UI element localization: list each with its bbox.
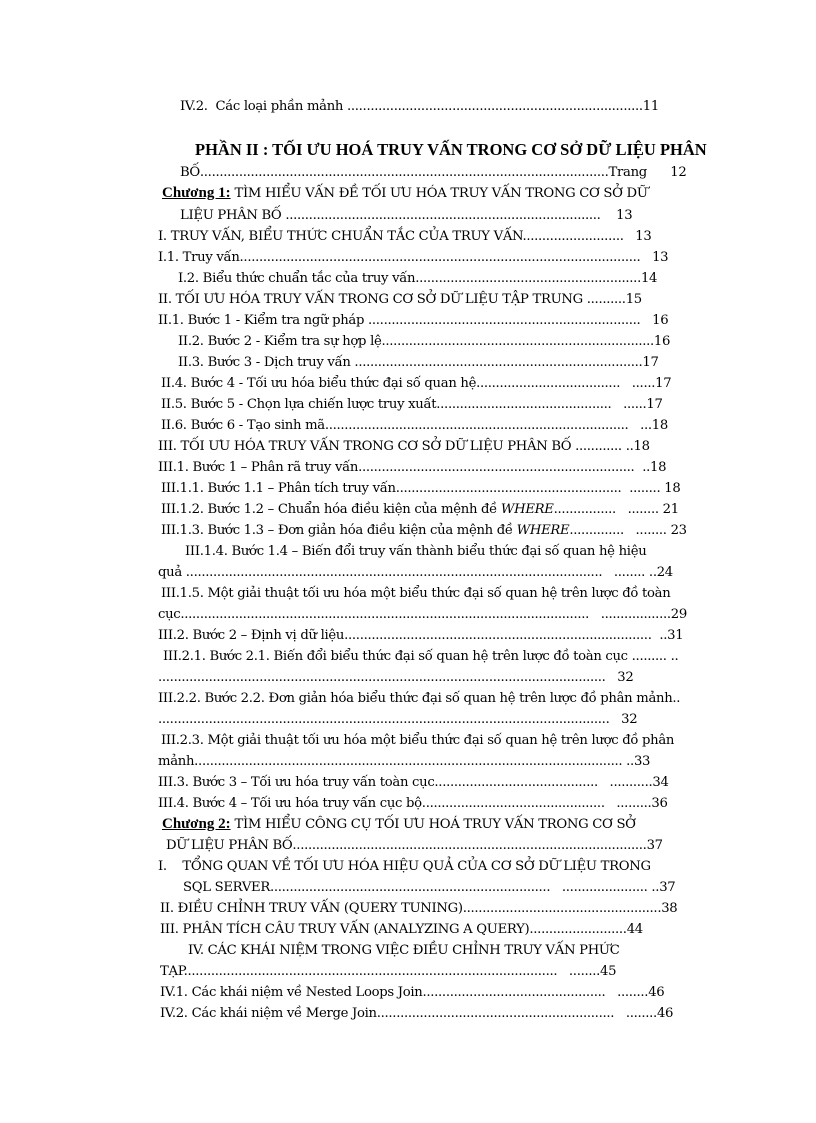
- part-title: PHẦN II : TỐI ƯU HOÁ TRUY VẤN TRONG CƠ SỞ DỮ LIỆU PHÂN: [195, 140, 707, 159]
- toc-entry: III.1.3. Bước 1.3 – Đơn giản hóa điều kiện của mệnh đề WHERE.............. ........ 23: [161, 523, 687, 538]
- toc-entry: II. TỐI ƯU HÓA TRUY VẤN TRONG CƠ SỞ DỮ LIỆU TẬP TRUNG ..........15: [158, 292, 642, 307]
- toc-entry: III.1. Bước 1 – Phân rã truy vấn....................................................................... ..18: [158, 460, 667, 475]
- toc-entry: I. TỔNG QUAN VỀ TỐI ƯU HÓA HIỆU QUẢ CỦA CƠ SỞ DỮ LIỆU TRONG: [158, 859, 651, 874]
- toc-entry: IV.1. Các khái niệm về Nested Loops Join............................................... ........46: [160, 985, 665, 1000]
- keyword-where: WHERE: [500, 502, 554, 517]
- keyword-where: WHERE: [516, 523, 570, 538]
- toc-entry: II.2. Bước 2 - Kiểm tra sự hợp lệ......................................................................16: [178, 334, 671, 349]
- chapter-heading: Chương 2: TÌM HIỂU CÔNG CỤ TỐI ƯU HOÁ TRUY VẤN TRONG CƠ SỞ: [162, 816, 636, 832]
- toc-entry: IV. CÁC KHÁI NIỆM TRONG VIỆC ĐIỀU CHỈNH TRUY VẤN PHỨC: [188, 943, 620, 958]
- toc-entry: III.1.5. Một giải thuật tối ưu hóa một biểu thức đại số quan hệ trên lược đồ toàn: [161, 586, 671, 601]
- toc-entry: III.1.2. Bước 1.2 – Chuẩn hóa điều kiện của mệnh đề WHERE................ ........ 21: [161, 502, 679, 517]
- toc-entry-cont: mảnh.............................................................................................................. ..33: [158, 754, 651, 769]
- toc-entry: IV.2. Các loại phần mảnh ............................................................................11: [180, 99, 659, 114]
- toc-entry-cont: cục......................................................................................................... ..................29: [158, 607, 687, 622]
- toc-entry-cont: SQL SERVER........................................................................ ...................... ..37: [183, 880, 676, 895]
- toc-entry: I. TRUY VẤN, BIỂU THỨC CHUẨN TẮC CỦA TRUY VẤN.......................... 13: [158, 229, 652, 244]
- toc-entry: III.1.1. Bước 1.1 – Phân tích truy vấn.......................................................... ........ 18: [161, 481, 681, 496]
- toc-entry: IV.2. Các khái niệm về Merge Join............................................................. ........46: [160, 1006, 674, 1021]
- toc-entry: II.1. Bước 1 - Kiểm tra ngữ pháp ...................................................................... 16: [158, 313, 669, 328]
- toc-entry: III.3. Bước 3 – Tối ưu hóa truy vấn toàn cục.......................................... ...........34: [158, 775, 669, 790]
- toc-entry: I.2. Biểu thức chuẩn tắc của truy vấn..........................................................14: [178, 271, 658, 286]
- toc-entry: III.2. Bước 2 – Định vị dữ liệu............................................................................... ..31: [158, 628, 684, 643]
- toc-entry-cont: TẠP................................................................................................ ........45: [160, 964, 617, 979]
- toc-entry: III.2.3. Một giải thuật tối ưu hóa một biểu thức đại số quan hệ trên lược đồ phân: [161, 733, 675, 748]
- toc-entry: II.4. Bước 4 - Tối ưu hóa biểu thức đại số quan hệ..................................... ......17: [161, 376, 672, 391]
- toc-entry: II.3. Bước 3 - Dịch truy vấn ..........................................................................17: [178, 355, 659, 370]
- toc-entry: II.6. Bước 6 - Tạo sinh mã.............................................................................. ...18: [161, 418, 668, 433]
- chapter-heading: Chương 1: TÌM HIỂU VẤN ĐỀ TỐI ƯU HÓA TRUY VẤN TRONG CƠ SỞ DỮ: [162, 185, 648, 201]
- toc-entry: III.2.1. Bước 2.1. Biến đổi biểu thức đại số quan hệ trên lược đồ toàn cục ......... ..: [163, 649, 679, 664]
- chapter-heading-cont: DỮ LIỆU PHÂN BỐ...........................................................................................37: [166, 838, 663, 853]
- toc-entry: II.5. Bước 5 - Chọn lựa chiến lược truy xuất............................................. ......17: [161, 397, 663, 412]
- toc-entry: III. TỐI ƯU HÓA TRUY VẤN TRONG CƠ SỞ DỮ LIỆU PHÂN BỐ ............ ..18: [158, 439, 650, 454]
- toc-entry: III.4. Bước 4 – Tối ưu hóa truy vấn cục bộ............................................... .........36: [158, 796, 668, 811]
- toc-entry: III.1.4. Bước 1.4 – Biến đổi truy vấn thành biểu thức đại số quan hệ hiệu: [185, 544, 647, 559]
- toc-entry: III. PHÂN TÍCH CÂU TRUY VẤN (ANALYZING A QUERY).........................44: [160, 922, 643, 937]
- toc-entry-cont: ................................................................................................................... 32: [158, 670, 634, 685]
- toc-entry-cont: quả ........................................................................................................... ........ ..24: [158, 565, 673, 580]
- chapter-heading-cont: LIỆU PHÂN BỐ ................................................................................. 13: [180, 208, 633, 223]
- toc-entry: III.2.2. Bước 2.2. Đơn giản hóa biểu thức đại số quan hệ trên lược đồ phân mảnh..: [158, 691, 681, 706]
- toc-entry: I.1. Truy vấn....................................................................................................... 13: [158, 250, 669, 265]
- toc-entry: II. ĐIỀU CHỈNH TRUY VẤN (QUERY TUNING)...................................................38: [160, 901, 678, 916]
- toc-entry-cont: .................................................................................................................... 32: [158, 712, 638, 727]
- part-title-cont: BỐ.........................................................................................................Trang 12: [180, 165, 687, 180]
